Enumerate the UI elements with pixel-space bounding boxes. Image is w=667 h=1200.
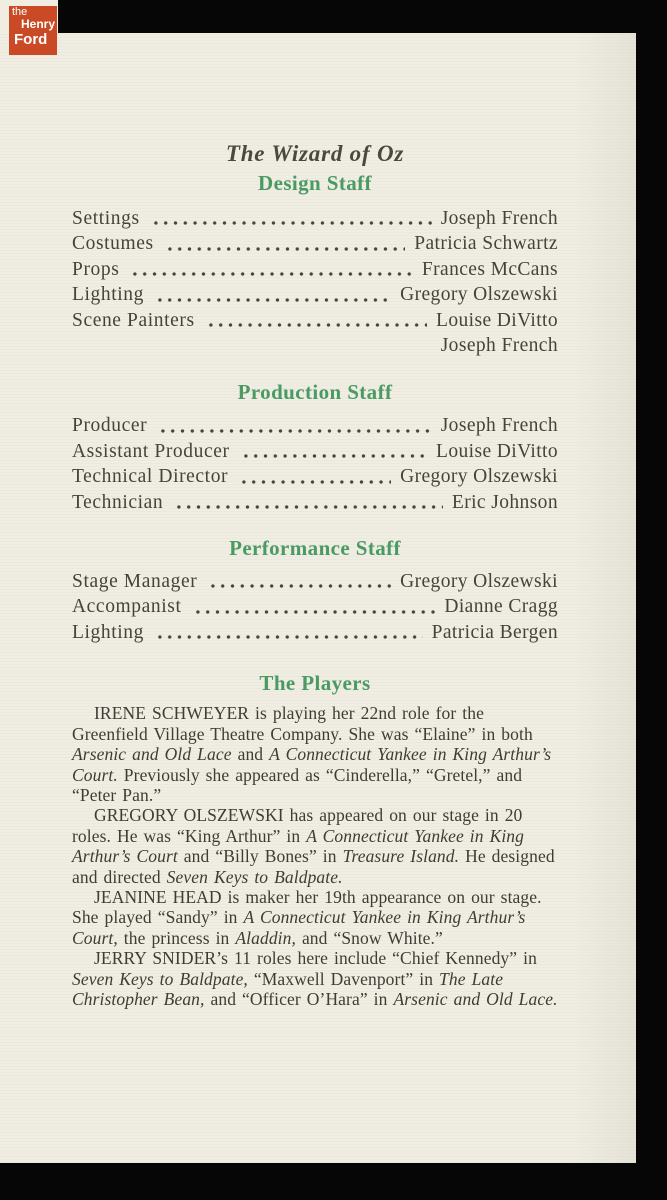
- show-title-italic: Seven Keys to Baldpate.: [166, 866, 343, 887]
- staff-name: Patricia Schwartz: [414, 233, 558, 255]
- paragraph-text: and: [231, 744, 270, 765]
- player-bio-jerry-snider: [72, 948, 558, 1009]
- staff-row: [72, 439, 558, 464]
- staff-role: Settings: [72, 208, 140, 229]
- staff-role: Assistant Producer: [72, 440, 230, 462]
- staff-name: Joseph French: [440, 335, 558, 357]
- section-heading-design-staff: Design Staff: [258, 171, 372, 195]
- design-staff-list: [72, 206, 558, 358]
- staff-role: Lighting: [72, 284, 144, 306]
- show-title-italic: Arsenic and Old Lace: [72, 744, 232, 765]
- staff-row: [72, 594, 558, 619]
- show-title-italic: Aladdin,: [235, 927, 296, 948]
- henry-ford-logo: [9, 6, 57, 55]
- logo-text-henry: Henry: [21, 17, 56, 31]
- staff-row-continuation: [72, 333, 558, 358]
- staff-row: [72, 231, 558, 256]
- staff-role: Scene Painters: [72, 309, 195, 331]
- program-content: [72, 141, 558, 1009]
- staff-role: Props: [72, 258, 120, 280]
- staff-name: Gregory Olszewski: [400, 466, 558, 488]
- section-heading-production-staff: Production Staff: [237, 380, 393, 405]
- paragraph-text: “Maxwell Davenport” in: [247, 968, 440, 989]
- staff-role: Lighting: [72, 621, 144, 643]
- staff-row: [72, 490, 558, 515]
- staff-name: Frances McCans: [421, 258, 558, 280]
- section-heading-performance-staff: Performance Staff: [229, 536, 401, 561]
- performance-staff-list: [72, 569, 558, 645]
- player-bio-irene-schweyer: [72, 703, 558, 805]
- staff-role: Stage Manager: [72, 571, 198, 593]
- paragraph-text: GREGORY OLSZEWSKI has appeared on our stage in 20 roles. He was “King Arthur” in: [72, 805, 523, 846]
- staff-role: Accompanist: [72, 596, 182, 618]
- program-page: [0, 33, 636, 1163]
- paragraph-text: JEANINE HEAD is maker her 19th appearance on our stage. She played “Sandy” in: [72, 886, 542, 928]
- paragraph-text: IRENE SCHWEYER is playing her 22nd role for the Greenfield Village Theatre Company. She was “Elaine” in both: [72, 703, 533, 744]
- player-bio-gregory-olszewski: [72, 805, 558, 887]
- show-title-italic: Seven Keys to Baldpate,: [72, 968, 248, 989]
- paragraph-text: He designed and directed: [72, 846, 555, 887]
- logo-text-ford: Ford: [14, 31, 48, 48]
- staff-row: [72, 282, 558, 307]
- staff-role: Technical Director: [72, 466, 229, 488]
- staff-name: Eric Johnson: [451, 491, 558, 513]
- staff-role: Costumes: [72, 233, 154, 255]
- staff-name: Gregory Olszewski: [400, 284, 558, 306]
- production-staff-list: [72, 413, 558, 515]
- staff-row: [72, 206, 558, 231]
- section-heading-the-players: The Players: [259, 671, 371, 696]
- show-title-italic: Arsenic and Old Lace.: [393, 988, 558, 1009]
- staff-name: Gregory Olszewski: [400, 571, 558, 593]
- show-title-italic: A Connecticut Yankee in King Arthur’s Court.: [72, 744, 552, 785]
- paragraph-text: the princess in: [117, 927, 236, 948]
- staff-row: [72, 620, 558, 645]
- staff-name: Patricia Bergen: [431, 621, 558, 643]
- show-title-italic: A Connecticut Yankee in King Arthur’s Court,: [72, 907, 526, 948]
- staff-name: Dianne Cragg: [444, 596, 558, 618]
- staff-role: Technician: [72, 491, 164, 513]
- staff-role: Producer: [72, 415, 148, 437]
- staff-name: Joseph French: [440, 208, 558, 229]
- program-title: The Wizard of Oz: [225, 141, 405, 166]
- logo-text-the: the: [12, 6, 28, 18]
- show-title-italic: A Connecticut Yankee in King Arthur’s Court: [72, 825, 525, 867]
- staff-row: [72, 413, 558, 438]
- paragraph-text: and “Snow White.”: [295, 927, 443, 948]
- paragraph-text: and “Billy Bones” in: [177, 846, 343, 867]
- staff-row: [72, 257, 558, 282]
- staff-row: [72, 308, 558, 333]
- staff-name: Joseph French: [440, 415, 558, 437]
- staff-name: Louise DiVitto: [436, 309, 558, 331]
- staff-name: Louise DiVitto: [436, 440, 558, 462]
- show-title-italic: Treasure Island.: [342, 846, 460, 867]
- show-title-italic: The Late Christopher Bean,: [72, 968, 504, 1009]
- paragraph-text: Previously she appeared as “Cinderella,” “Gretel,” and “Peter Pan.”: [72, 764, 523, 805]
- player-bio-jeanine-head: [72, 887, 558, 948]
- staff-row: [72, 569, 558, 594]
- paragraph-text: JERRY SNIDER’s 11 roles here include “Chief Kennedy” in: [94, 948, 537, 969]
- paragraph-text: and “Officer O’Hara” in: [204, 988, 394, 1009]
- staff-row: [72, 464, 558, 489]
